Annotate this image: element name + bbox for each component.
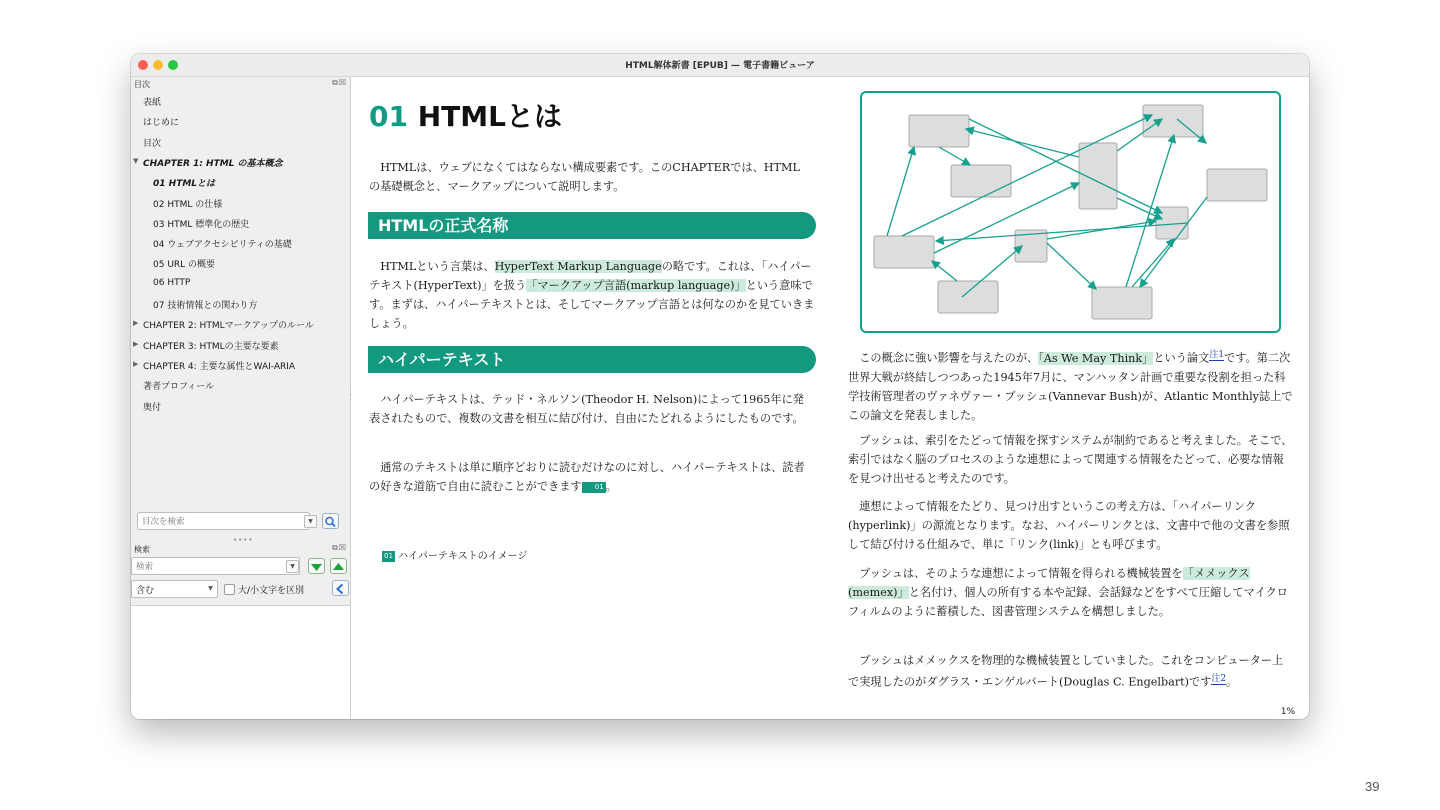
footnote-link[interactable]: 注2	[1211, 674, 1227, 684]
disclosure-open-icon[interactable]: ▼	[133, 156, 139, 165]
magnifier-icon	[323, 515, 338, 529]
highlight-term: 「マークアップ言語(markup language)」	[526, 279, 746, 292]
right-paragraph-1: この概念に強い影響を与えたのが、「As We May Think」という論文$^{注1}$です。第二次世界大戦が終結しつつあった1945年7月に、マンハッタン計画で重要な役割を担った科学技術管理者のヴァネヴァー・ブッシュ(Vannevar Bush)が、Atlantic Monthly誌上でこの論文を発表しました。	[848, 350, 1293, 422]
sidebar	[131, 77, 351, 719]
toc-item[interactable]: 02 HTML の仕様	[153, 199, 223, 210]
right-paragraph-2: ブッシュは、索引をたどって情報を探すシステムが制約であると考えました。そこで、索引ではなく脳のプロセスのような連想によって関連する情報をたどって、必要な情報を見つけ出せると考えたのです。	[848, 434, 1293, 485]
footnote-link[interactable]: 注1	[1209, 350, 1225, 360]
toc-search-button[interactable]	[322, 513, 339, 529]
toc-item[interactable]: はじめに	[143, 118, 180, 129]
hypertext-diagram	[860, 91, 1281, 333]
toc-search-dropdown-icon[interactable]: ▼	[304, 515, 317, 528]
intro-paragraph: HTMLは、ウェブになくてはならない構成要素です。このCHAPTERでは、HTMLの基礎概念と、マークアップについて説明します。	[369, 161, 800, 193]
document-box	[1143, 105, 1203, 137]
hypertext-paragraph-1: ハイパーテキストは、テッド・ネルソン(Theodor H. Nelson)によって1965年に発表されたもので、複数の文書を相互に結び付け、自由にたどれるようにしたものです。	[369, 393, 804, 425]
document-box	[1207, 169, 1267, 201]
arrow-down-icon	[309, 560, 324, 574]
search-results-list	[131, 605, 350, 719]
search-panel-buttons[interactable]: ⧉☒	[332, 543, 347, 552]
toc-panel-buttons[interactable]: ⧉☒	[332, 78, 347, 87]
search-mode-select[interactable]: 含む	[131, 580, 218, 598]
toc-item[interactable]: 06 HTTP	[153, 277, 191, 288]
slide-number: 39	[1365, 779, 1380, 794]
collapse-panel-button[interactable]	[332, 580, 349, 596]
mode-dropdown-icon[interactable]: ▼	[208, 585, 213, 592]
toc-item[interactable]: 05 URL の概要	[153, 260, 216, 271]
figure-caption: 01 ハイパーテキストのイメージ	[384, 551, 528, 562]
reader-window	[131, 54, 1309, 719]
toc-search-input[interactable]: 目次を検索	[137, 512, 310, 530]
document-box	[951, 165, 1011, 197]
highlight-term: 「メメックス(memex)」	[848, 567, 1250, 599]
panel-divider-grip-icon[interactable]: ••••	[233, 536, 254, 544]
toc-item[interactable]: CHAPTER 4: 主要な属性とWAI-ARIA	[143, 361, 296, 372]
document-box	[909, 115, 969, 147]
title-bar	[131, 54, 1309, 77]
right-paragraph-5: ブッシュはメメックスを物理的な機械装置としていました。これをコンピューター上で実現したのがダグラス・エンゲルバート(Douglas C. Engelbart)です$^{注2}$。	[848, 654, 1284, 689]
document-box	[1092, 287, 1152, 319]
toc-item[interactable]: 目次	[143, 138, 162, 149]
toc-item[interactable]: 01 HTMLとは	[153, 179, 216, 190]
figure-number-badge: 01	[384, 552, 393, 560]
search-input[interactable]: 検索	[131, 557, 300, 575]
book-page	[351, 77, 1309, 719]
hypertext-paragraph-2: 通常のテキストは単に順序どおりに読むだけなのに対し、ハイパーテキストは、読者の好きな道筋で自由に読むことができます 01 。	[369, 461, 805, 493]
highlight-term: HyperText Markup Language	[494, 260, 662, 273]
toc-panel-title: 目次	[134, 80, 150, 89]
disclosure-closed-icon[interactable]: ▶	[133, 319, 139, 328]
chevron-left-icon	[333, 582, 348, 596]
toc-item[interactable]: 07 技術情報との関わり方	[153, 301, 258, 311]
toc-item[interactable]: 04 ウェブアクセシビリティの基礎	[153, 240, 292, 251]
window-title: HTML解体新書 [EPUB] — 電子書籍ビューア	[625, 61, 815, 71]
formal-name-paragraph: HTMLという言葉は、HyperText Markup Languageの略です。これは、「ハイパーテキスト(HyperText)」を扱う「マークアップ言語(markup language)」という意味です。まずは、ハイパーテキストとは、そしてマークアップ言語とは何なのかを見ていきましょう。	[369, 260, 815, 330]
right-paragraph-4: ブッシュは、そのような連想によって情報を得られる機械装置を「メメックス(memex)」と名付け、個人の所有する本や記録、会話録などをすべて圧縮してマイクロフィルムのように蓄積した、図書管理システムを構想しました。	[848, 567, 1288, 618]
toc-item[interactable]: 表紙	[143, 98, 162, 108]
toc-item[interactable]: 03 HTML 標準化の歴史	[153, 219, 250, 230]
chapter-number: 01	[369, 100, 408, 133]
toc-item[interactable]: CHAPTER 2: HTMLマークアップのルール	[143, 321, 314, 332]
highlight-term: 「As We May Think」	[1038, 351, 1154, 365]
disclosure-closed-icon[interactable]: ▶	[133, 359, 139, 368]
toc-item[interactable]: CHAPTER 1: HTML の基本概念	[143, 158, 283, 169]
document-box	[938, 281, 998, 313]
document-boxes	[874, 105, 1267, 319]
figure-ref-badge[interactable]: 01	[582, 482, 606, 493]
arrow-up-icon	[331, 560, 346, 574]
search-panel-title: 検索	[134, 545, 150, 554]
document-box	[874, 236, 934, 268]
disclosure-closed-icon[interactable]: ▶	[133, 339, 139, 348]
case-sensitive-checkbox[interactable]	[224, 584, 235, 595]
section-heading-hypertext: ハイパーテキスト	[368, 346, 816, 373]
reading-progress: 1%	[1280, 707, 1295, 717]
toc-item[interactable]: CHAPTER 3: HTMLの主要な要素	[143, 341, 279, 352]
search-dropdown-icon[interactable]: ▼	[286, 560, 299, 573]
toc-item[interactable]: 著者プロフィール	[143, 382, 215, 393]
section-heading-formal-name: HTMLの正式名称	[368, 212, 816, 239]
right-paragraph-3: 連想によって情報をたどり、見つけ出すというこの考え方は、「ハイパーリンク(hyperlink)」の源流となります。なお、ハイパーリンクとは、文書中で他の文書を参照して結び付ける仕組みで、単に「リンク(link)」とも呼びます。	[848, 500, 1290, 551]
find-previous-button[interactable]	[330, 558, 347, 574]
hypertext-diagram-svg	[862, 93, 1279, 331]
chapter-title: 01 HTMLとは	[369, 100, 562, 133]
toc-item[interactable]: 奥付	[143, 402, 162, 413]
find-next-button[interactable]	[308, 558, 325, 574]
case-sensitive-label: 大/小文字を区別	[238, 586, 305, 596]
